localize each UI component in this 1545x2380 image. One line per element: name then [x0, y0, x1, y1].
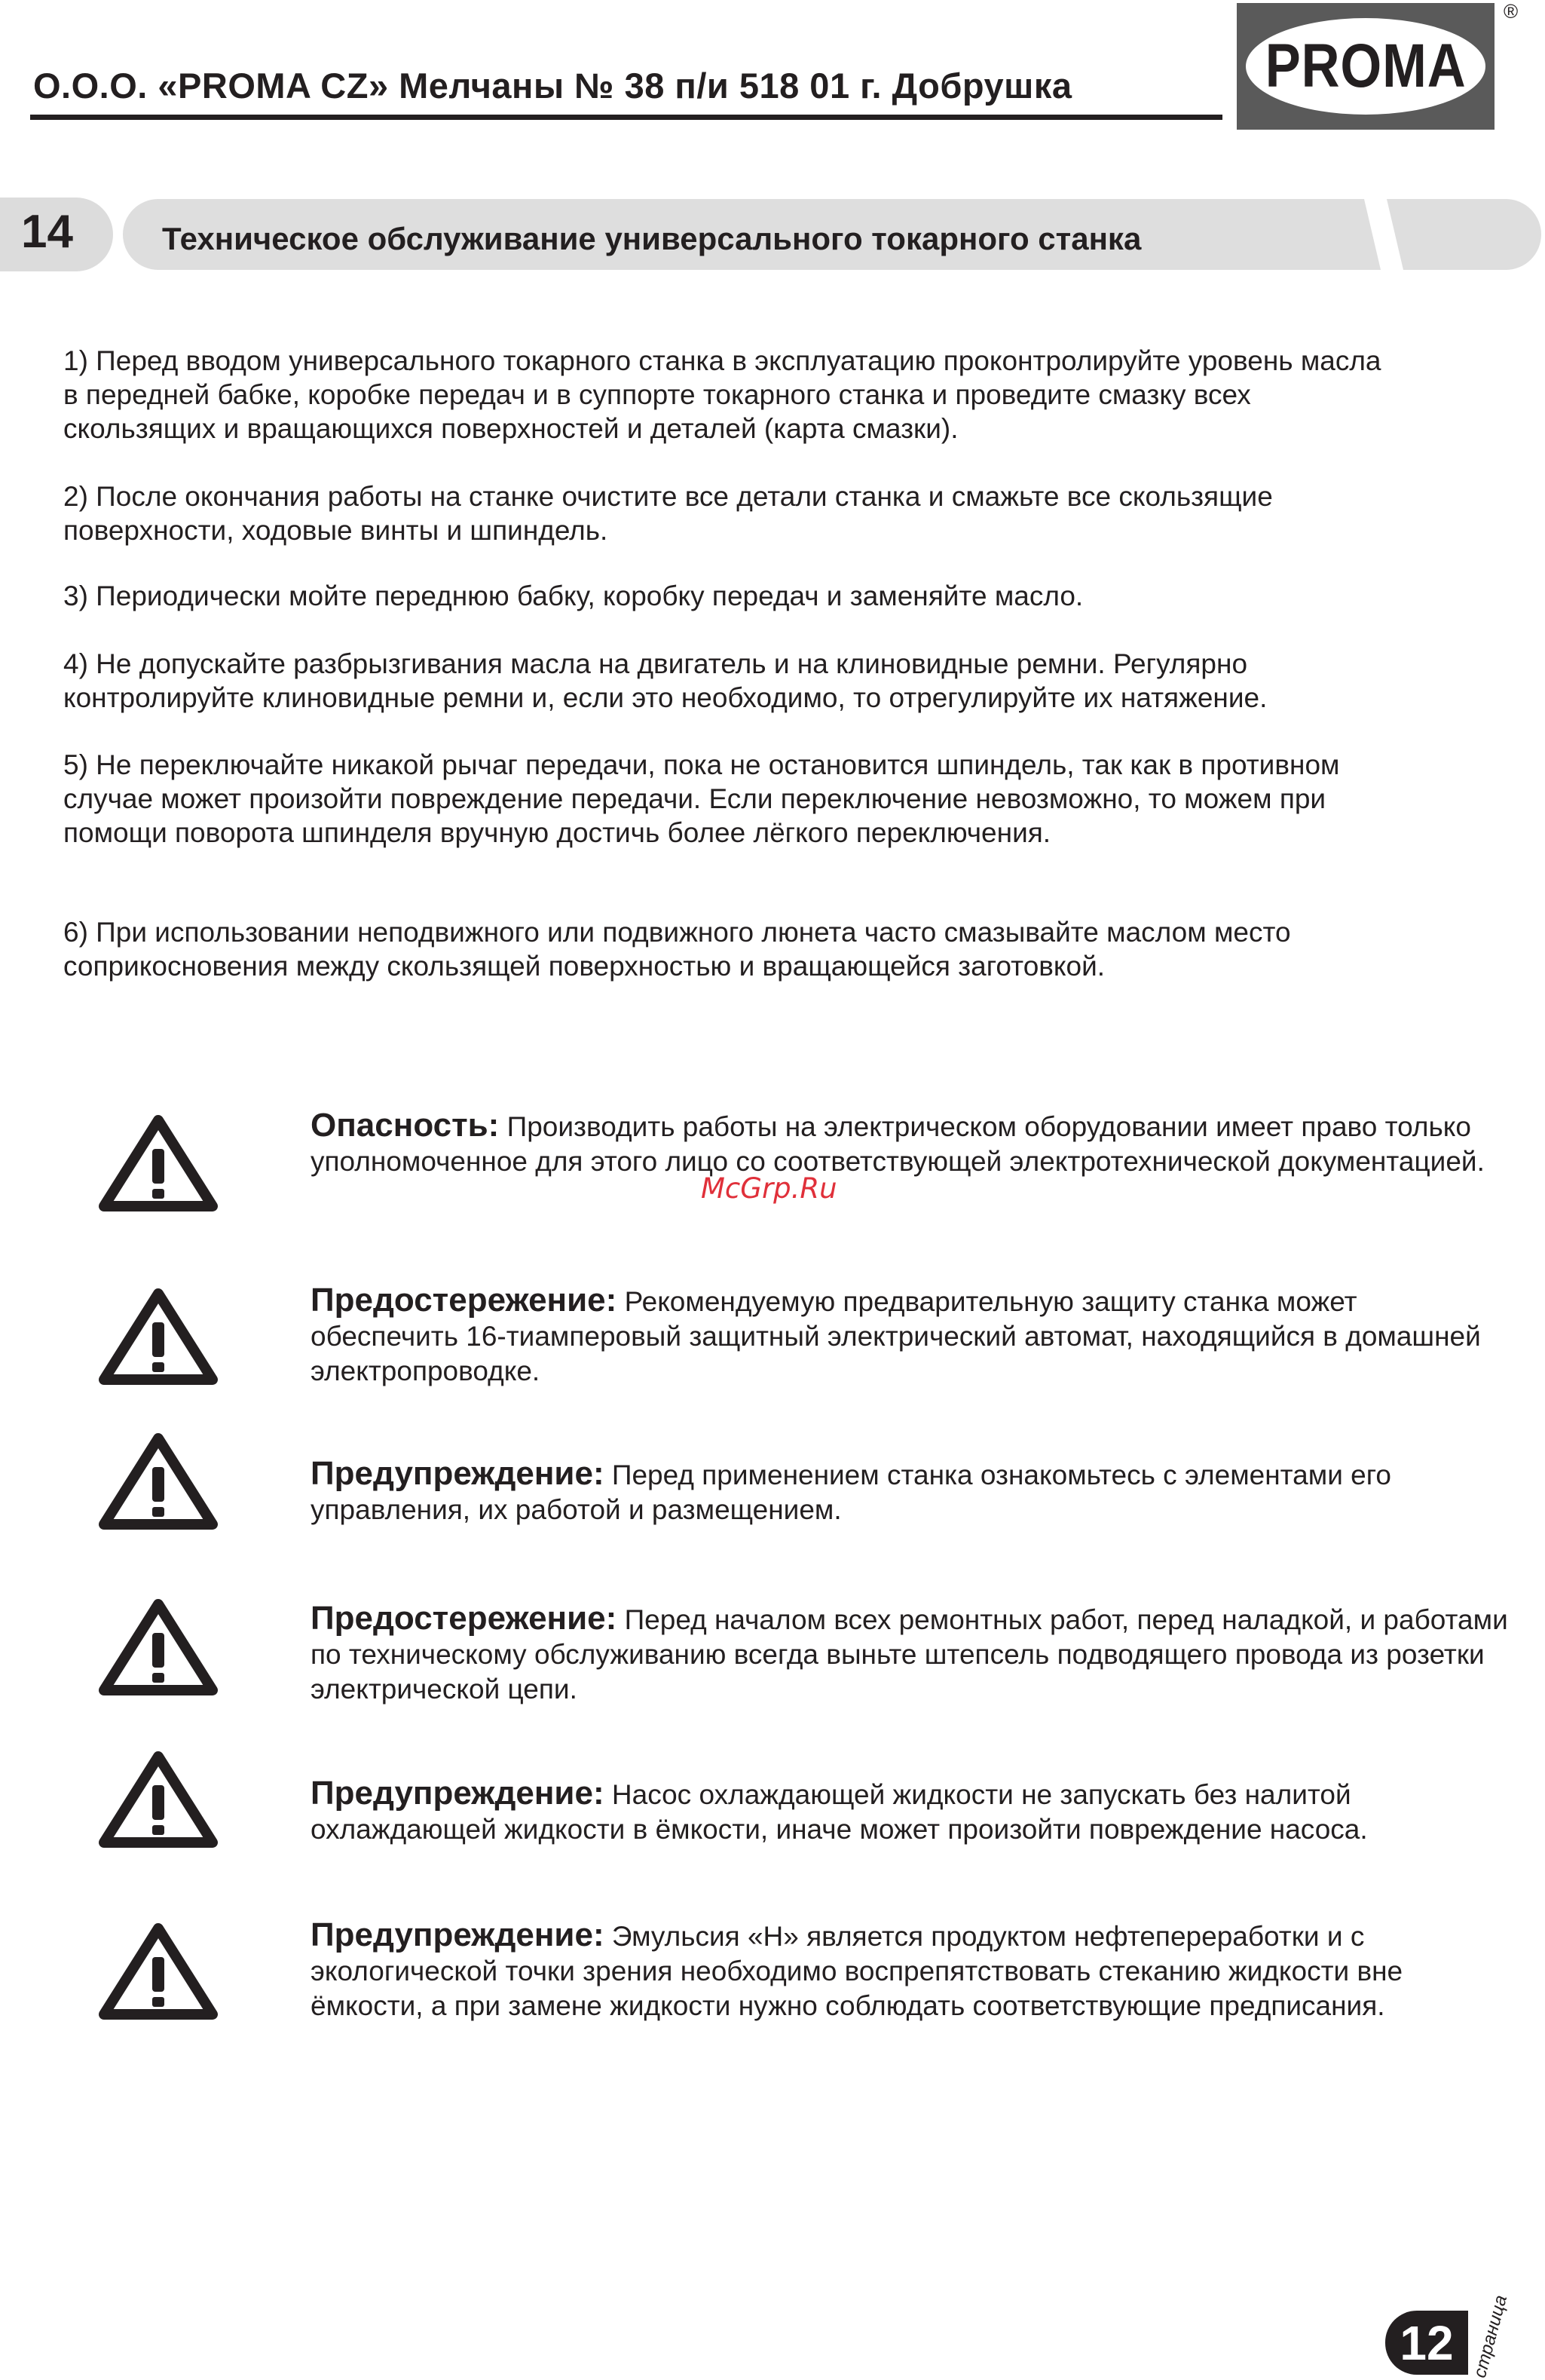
paragraph-5: 5) Не переключайте никакой рычаг передачи, пока не остановится шпиндель, так как в противном случае может произойти повреждение передачи. Если переключение невозможно, то можем при помощи поворота шпинделя вручную достичь более лёгкого переключения. — [63, 749, 1340, 848]
warning-label: Предупреждение: — [311, 1455, 604, 1492]
company-address: О.О.О. «PROMA CZ» Мелчаны № 38 п/и 518 01 г. Добрушка — [33, 66, 1072, 106]
warning-label: Опасность: — [311, 1107, 500, 1144]
warning-triangle-icon — [98, 1288, 219, 1386]
logo-text: PROMA — [1265, 32, 1467, 100]
paragraph-3: 3) Периодически мойте переднюю бабку, коробку передач и заменяйте масло. — [63, 580, 1084, 611]
warning-text: Насос охлаждающей жидкости не запускать без налитой охлаждающей жидкости в ёмкости, иначе может произойти повреждение насоса. — [311, 1779, 1368, 1845]
warning-triangle-icon — [98, 1114, 219, 1212]
warning-text: Перед применением станка ознакомьтесь с элементами его управления, их работой и размещением. — [311, 1460, 1391, 1525]
warning-2 — [311, 1283, 1509, 1389]
warning-triangle-icon — [98, 1598, 219, 1696]
section-title: Техническое обслуживание универсального токарного станка — [162, 221, 1142, 256]
paragraph-1: 1) Перед вводом универсального токарного станка в эксплуатацию проконтролируйте уровень масла в передней бабке, коробке передач и в суппорте токарного станка и проведите смазку всех скользящих и вращающихся поверхностей и деталей (карта смазки). — [63, 345, 1381, 444]
warning-triangle-icon — [98, 1432, 219, 1530]
warning-label: Предупреждение: — [311, 1916, 604, 1953]
warning-3 — [311, 1456, 1509, 1527]
warning-text: Производить работы на электрическом оборудовании имеет право только уполномоченное для этого лицо со соответствующей электротехнической документацией. — [311, 1111, 1485, 1177]
paragraph-2: 2) После окончания работы на станке очистите все детали станка и смажьте все скользящие поверхности, ходовые винты и шпиндель. — [63, 481, 1273, 546]
warning-5 — [311, 1776, 1509, 1847]
watermark: McGrp.Ru — [701, 1172, 837, 1205]
warning-label: Предостережение: — [311, 1282, 617, 1319]
page-number: 12 — [1385, 2311, 1468, 2375]
section-number: 14 — [21, 206, 73, 258]
warning-text: Рекомендуемую предварительную защиту станка может обеспечить 16-тиамперовый защитный электрический автомат, находящийся в домашней электропроводке. — [311, 1286, 1481, 1386]
warning-6 — [311, 1918, 1509, 2023]
warning-triangle-icon — [98, 1751, 219, 1849]
proma-logo — [1237, 3, 1495, 130]
logo-oval — [1246, 18, 1485, 115]
header-divider — [30, 115, 1222, 120]
warning-4 — [311, 1601, 1509, 1707]
warning-1 — [311, 1108, 1509, 1179]
warning-triangle-icon — [98, 1922, 219, 2020]
registered-mark: ® — [1504, 0, 1519, 23]
warning-text: Эмульсия «Н» является продуктом нефтепереработки и с экологической точки зрения необходимо воспрепятствовать стеканию жидкости вне ёмкости, а при замене жидкости нужно соблюдать соответствующие предписания. — [311, 1921, 1403, 2021]
warning-text: Перед началом всех ремонтных работ, перед наладкой, и работами по техническому обслуживанию всегда выньте штепсель подводящего провода из розетки электрической цепи. — [311, 1604, 1508, 1705]
page-label: страница — [1470, 2293, 1512, 2380]
warning-label: Предупреждение: — [311, 1775, 604, 1812]
paragraph-6: 6) При использовании неподвижного или подвижного люнета часто смазывайте маслом место соприкосновения между скользящей поверхностью и вращающейся заготовкой. — [63, 917, 1291, 982]
warning-label: Предостережение: — [311, 1600, 617, 1637]
paragraph-4: 4) Не допускайте разбрызгивания масла на двигатель и на клиновидные ремни. Регулярно контролируйте клиновидные ремни и, если это необходимо, то отрегулируйте их натяжение. — [63, 648, 1268, 713]
